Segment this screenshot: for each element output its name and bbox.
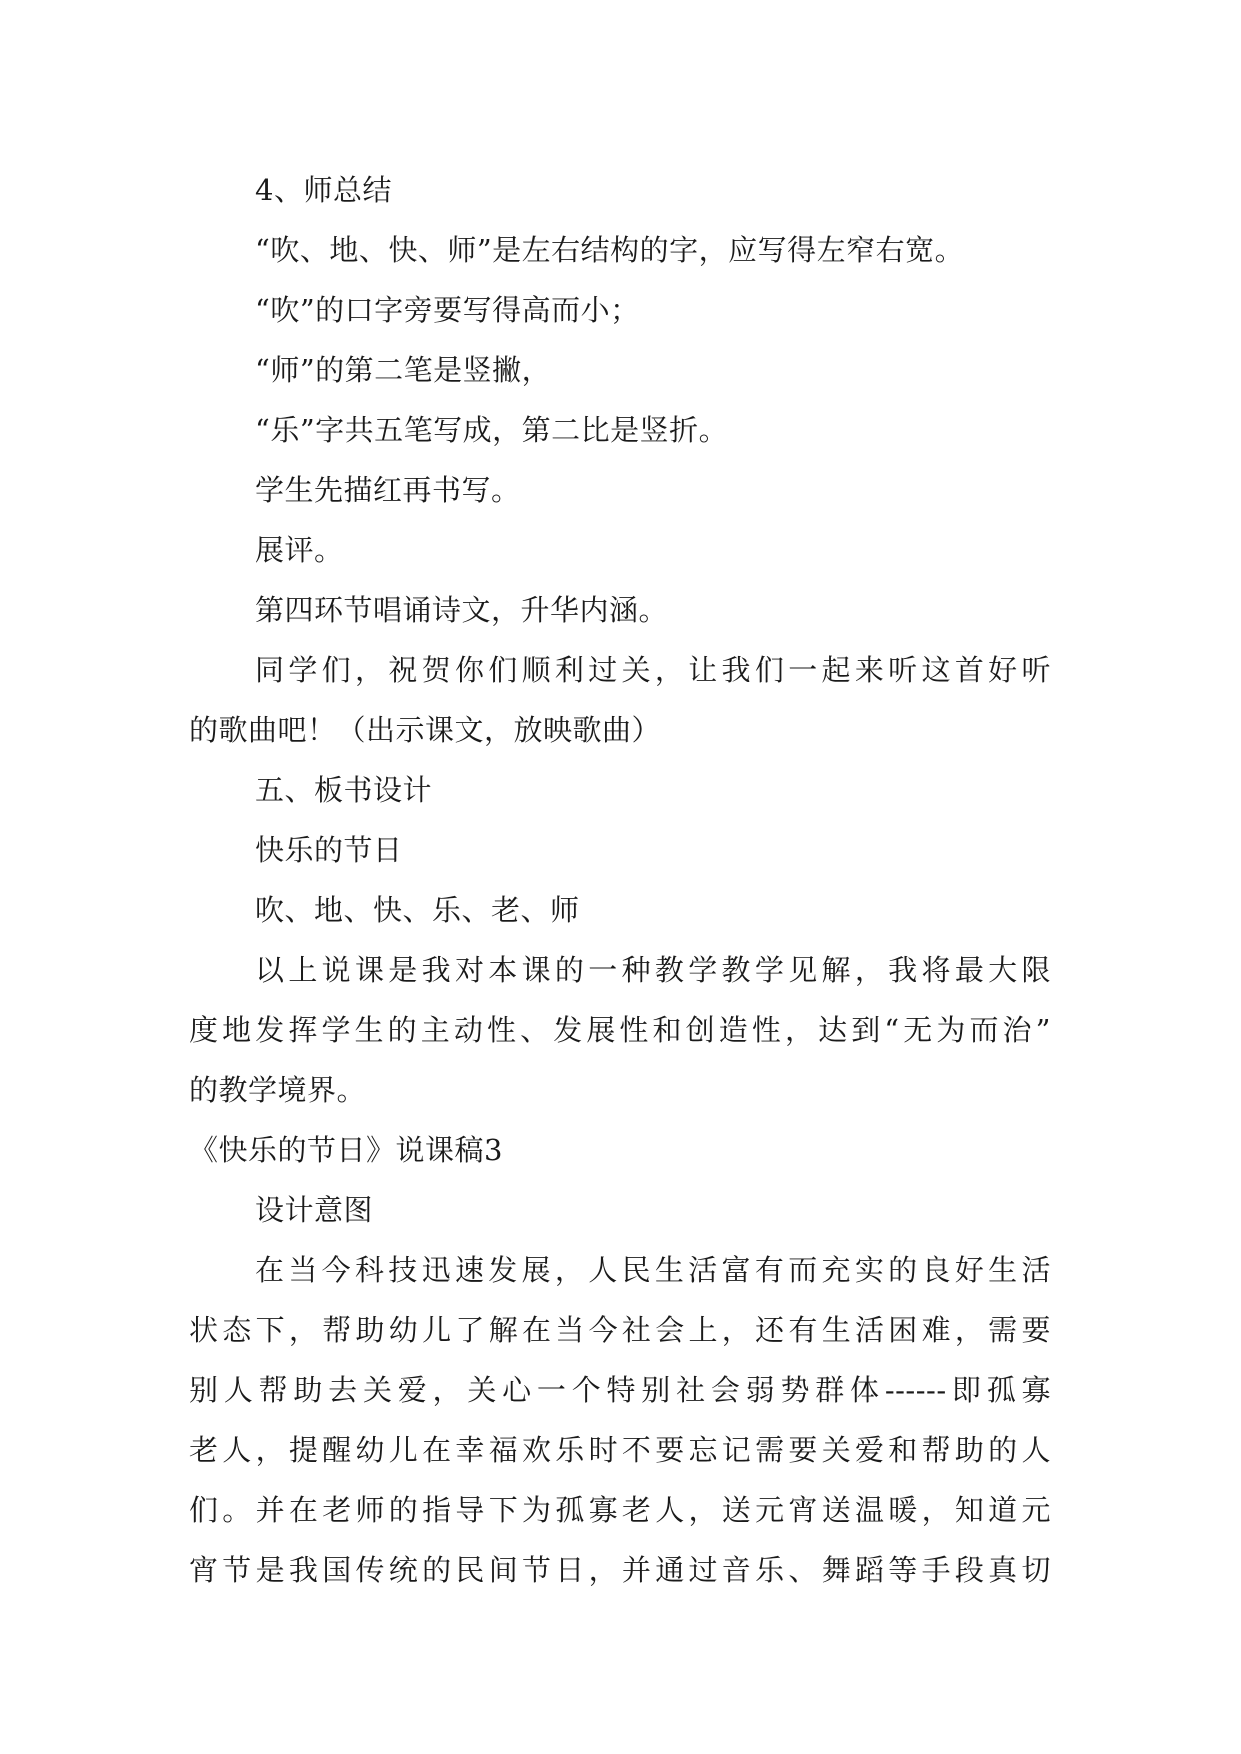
text-line: 吹、地、快、乐、老、师 <box>255 893 580 927</box>
text-line: 快乐的节日 <box>255 833 403 867</box>
text-line: 五、板书设计 <box>255 773 433 807</box>
text-line: 的教学境界。 <box>189 1073 367 1107</box>
text-line: 学生先描红再书写。 <box>255 473 521 507</box>
text-line: 们。并在老师的指导下为孤寡老人，送元宵送温暖，知道元 <box>189 1493 1051 1527</box>
document-body <box>189 160 1051 1600</box>
text-line: 在当今科技迅速发展，人民生活富有而充实的良好生活 <box>255 1253 1051 1287</box>
text-line: “吹、地、快、师”是左右结构的字，应写得左窄右宽。 <box>255 233 965 267</box>
text-line: 以上说课是我对本课的一种教学教学见解，我将最大限 <box>255 953 1051 987</box>
text-line: 第四环节唱诵诗文，升华内涵。 <box>255 593 669 627</box>
section-heading: 《快乐的节日》说课稿3 <box>189 1133 503 1167</box>
text-line: 度地发挥学生的主动性、发展性和创造性，达到“无为而治” <box>189 1013 1051 1047</box>
text-line: “师”的第二笔是竖撇， <box>255 353 552 387</box>
text-line: 别人帮助去关爱，关心一个特别社会弱势群体------即孤寡 <box>189 1373 1051 1407</box>
text-line: 老人，提醒幼儿在幸福欢乐时不要忘记需要关爱和帮助的人 <box>189 1433 1051 1467</box>
text-line: 展评。 <box>255 533 344 567</box>
text-line: 同学们，祝贺你们顺利过关，让我们一起来听这首好听 <box>255 653 1051 687</box>
text-line: “乐”字共五笔写成，第二比是竖折。 <box>255 413 729 447</box>
text-line: 设计意图 <box>255 1193 374 1227</box>
text-line: “吹”的口字旁要写得高而小； <box>255 293 640 327</box>
text-line: 宵节是我国传统的民间节日，并通过音乐、舞蹈等手段真切 <box>189 1553 1051 1587</box>
text-line: 状态下，帮助幼儿了解在当今社会上，还有生活困难，需要 <box>189 1313 1051 1347</box>
text-line: 4、师总结 <box>255 173 392 207</box>
text-line: 的歌曲吧！（出示课文，放映歌曲） <box>189 713 662 747</box>
